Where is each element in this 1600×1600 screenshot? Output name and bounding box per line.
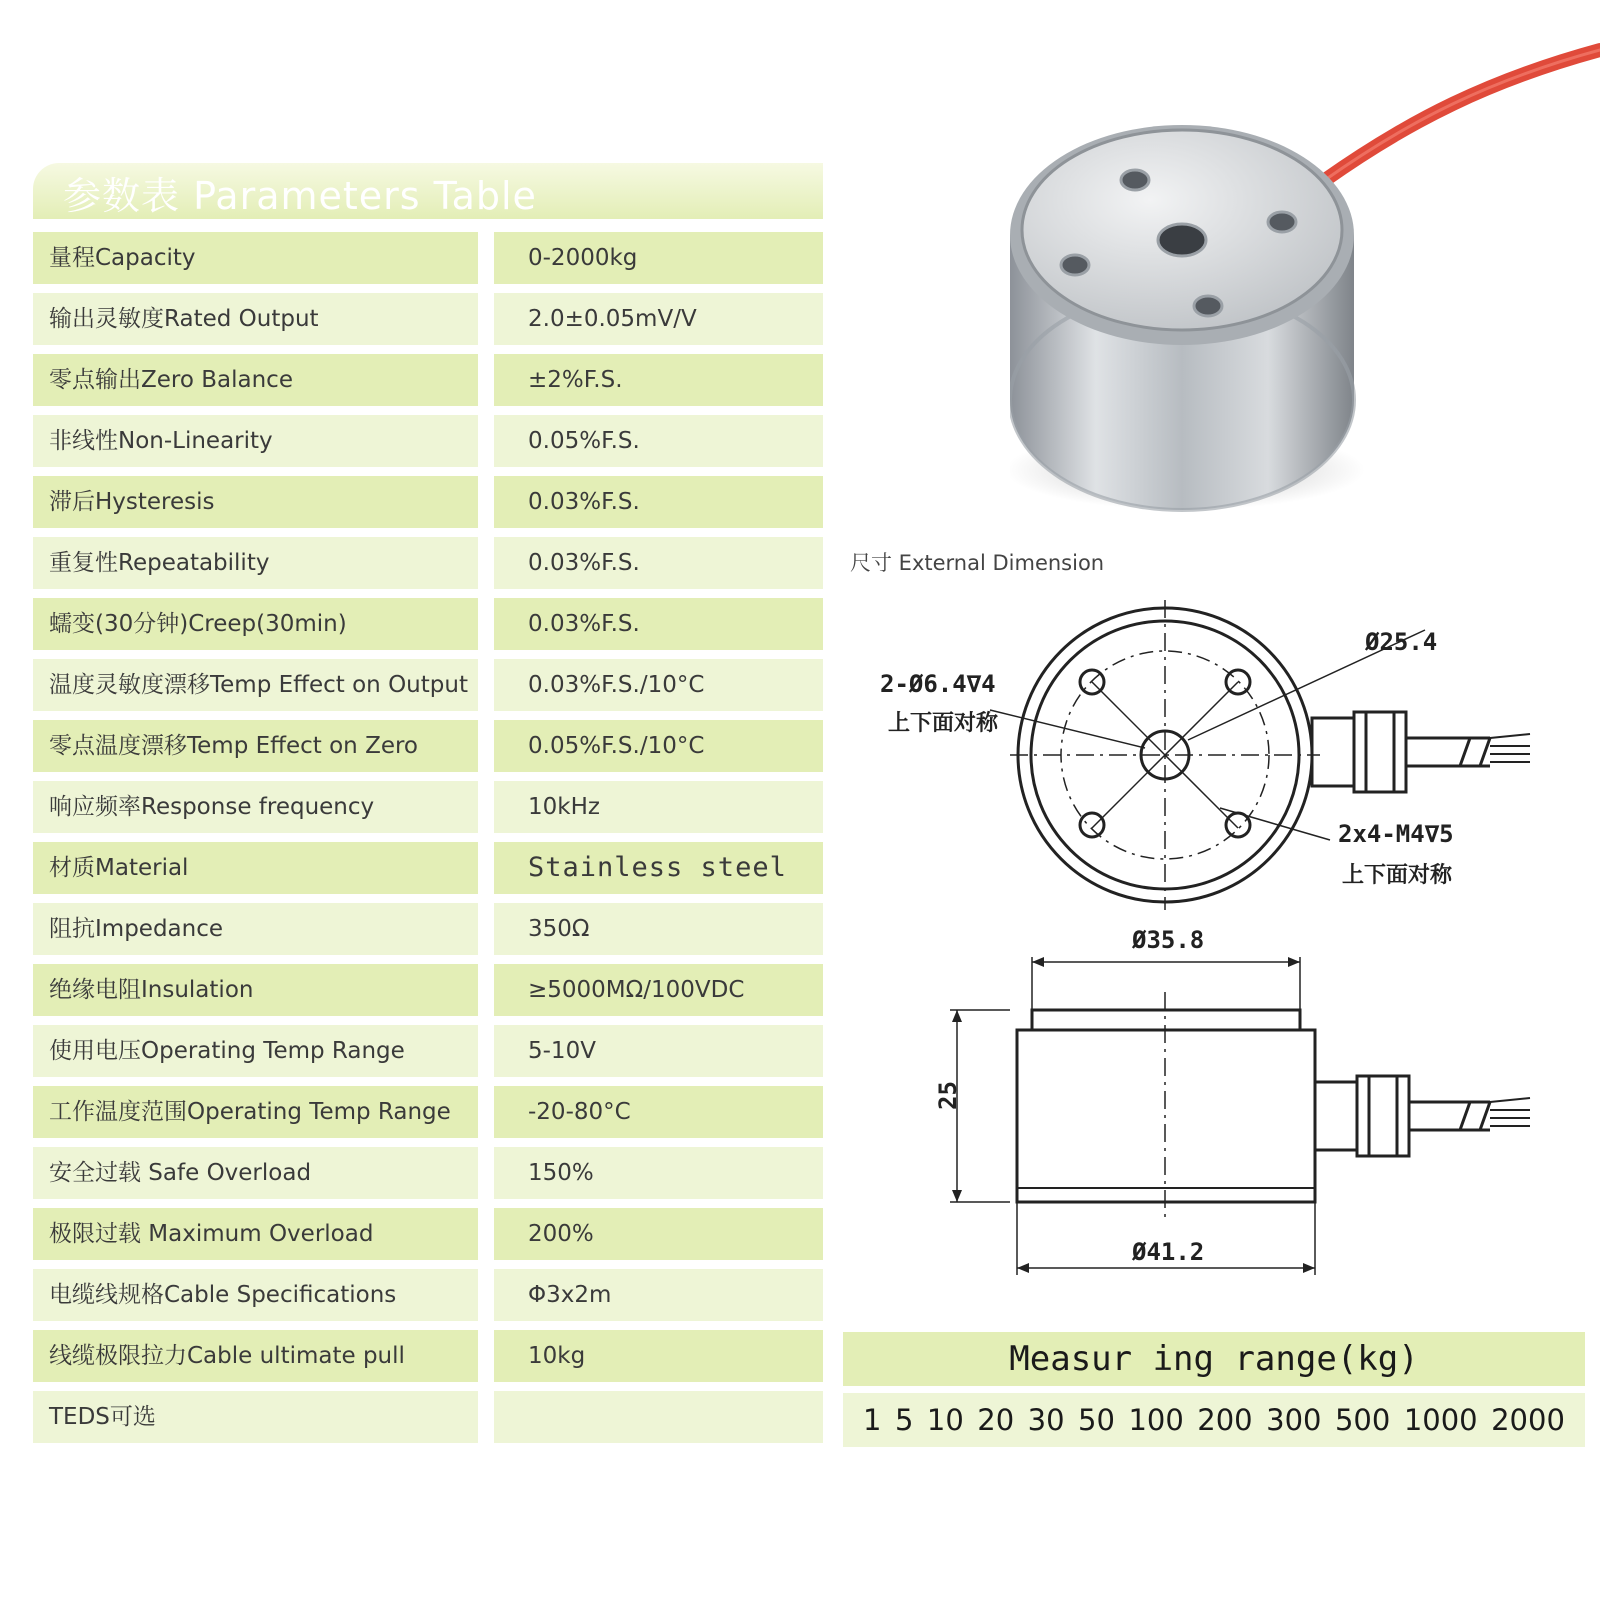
param-label: 温度灵敏度漂移Temp Effect on Output [33,659,478,711]
range-value: 500 [1334,1403,1391,1437]
table-row [33,1025,823,1077]
table-row [33,781,823,833]
table-header [33,163,823,219]
param-value: 0.03%F.S. [494,537,823,589]
table-row [33,415,823,467]
param-value: 200% [494,1208,823,1260]
table-row [33,232,823,284]
table-row [33,1330,823,1382]
param-value: 0.05%F.S./10°C [494,720,823,772]
side-body [1017,1030,1315,1202]
param-label: 使用电压Operating Temp Range [33,1025,478,1077]
range-value: 30 [1027,1403,1065,1437]
range-value: 20 [977,1403,1015,1437]
dimension-title: 尺寸 External Dimension [850,551,1105,575]
label-threaded-holes: 2x4-M4∇5 [1338,820,1454,848]
param-label: 阻抗Impedance [33,903,478,955]
side-top-flange [1032,1010,1300,1030]
range-value: 1 [863,1403,882,1437]
param-value: Φ3x2m [494,1269,823,1321]
label-through-holes: 2-Ø6.4∇4 [880,670,996,698]
param-label: TEDS可选 [33,1391,478,1443]
table-row [33,720,823,772]
param-value: ≥5000MΩ/100VDC [494,964,823,1016]
table-row [33,293,823,345]
param-label: 零点输出Zero Balance [33,354,478,406]
param-label: 非线性Non-Linearity [33,415,478,467]
label-height: 25 [934,1081,962,1110]
table-row [33,537,823,589]
label-threaded-holes-note: 上下面对称 [1342,863,1453,888]
label-body-diameter: Ø41.2 [1132,1238,1205,1266]
table-title: 参数表 Parameters Table [63,174,537,218]
range-value: 50 [1078,1403,1115,1437]
range-value: 5 [894,1403,914,1437]
param-label: 极限过载 Maximum Overload [33,1208,478,1260]
param-value: 0.03%F.S./10°C [494,659,823,711]
range-value: 100 [1128,1403,1184,1437]
param-label: 线缆极限拉力Cable ultimate pull [33,1330,478,1382]
param-value: 2.0±0.05mV/V [494,293,823,345]
param-value: 350Ω [494,903,823,955]
param-label: 响应频率Response frequency [33,781,478,833]
range-value: 1000 [1403,1403,1478,1437]
param-value: 10kHz [494,781,823,833]
param-label: 工作温度范围Operating Temp Range [33,1086,478,1138]
param-label: 输出灵敏度Rated Output [33,293,478,345]
table-row [33,354,823,406]
range-value: 200 [1197,1403,1253,1437]
param-label: 零点温度漂移Temp Effect on Zero [33,720,478,772]
load-cell-photo [1010,40,1600,530]
measuring-range-title: Measur ing range(kg) [843,1332,1585,1386]
table-row [33,903,823,955]
table-row [33,1208,823,1260]
param-value: 0.05%F.S. [494,415,823,467]
param-label: 蠕变(30分钟)Creep(30min) [33,598,478,650]
param-value: Stainless steel [494,842,823,894]
param-label: 材质Material [33,842,478,894]
param-value [494,1391,823,1443]
range-value: 2000 [1491,1403,1565,1437]
table-row [33,1147,823,1199]
param-value: 150% [494,1147,823,1199]
table-row [33,598,823,650]
param-label: 量程Capacity [33,232,478,284]
label-through-holes-note: 上下面对称 [888,711,999,736]
table-row [33,964,823,1016]
table-row [33,476,823,528]
table-row [33,659,823,711]
range-value: 300 [1266,1403,1322,1437]
param-label: 绝缘电阻Insulation [33,964,478,1016]
param-value: -20-80°C [494,1086,823,1138]
cable [1325,50,1600,180]
table-row [33,1269,823,1321]
param-value: 5-10V [494,1025,823,1077]
param-value: 10kg [494,1330,823,1382]
param-label: 安全过载 Safe Overload [33,1147,478,1199]
label-pcd: Ø25.4 [1365,628,1438,656]
measuring-range-values [843,1393,1585,1447]
table-row [33,1086,823,1138]
param-value: 0.03%F.S. [494,598,823,650]
param-label: 重复性Repeatability [33,537,478,589]
param-value: 0-2000kg [494,232,823,284]
param-label: 电缆线规格Cable Specifications [33,1269,478,1321]
dimension-drawing [860,600,1580,1310]
param-label: 滞后Hysteresis [33,476,478,528]
range-value: 10 [926,1403,964,1437]
table-row [33,1391,823,1443]
param-value: ±2%F.S. [494,354,823,406]
label-top-diameter: Ø35.8 [1132,926,1205,954]
table-row [33,842,823,894]
param-value: 0.03%F.S. [494,476,823,528]
